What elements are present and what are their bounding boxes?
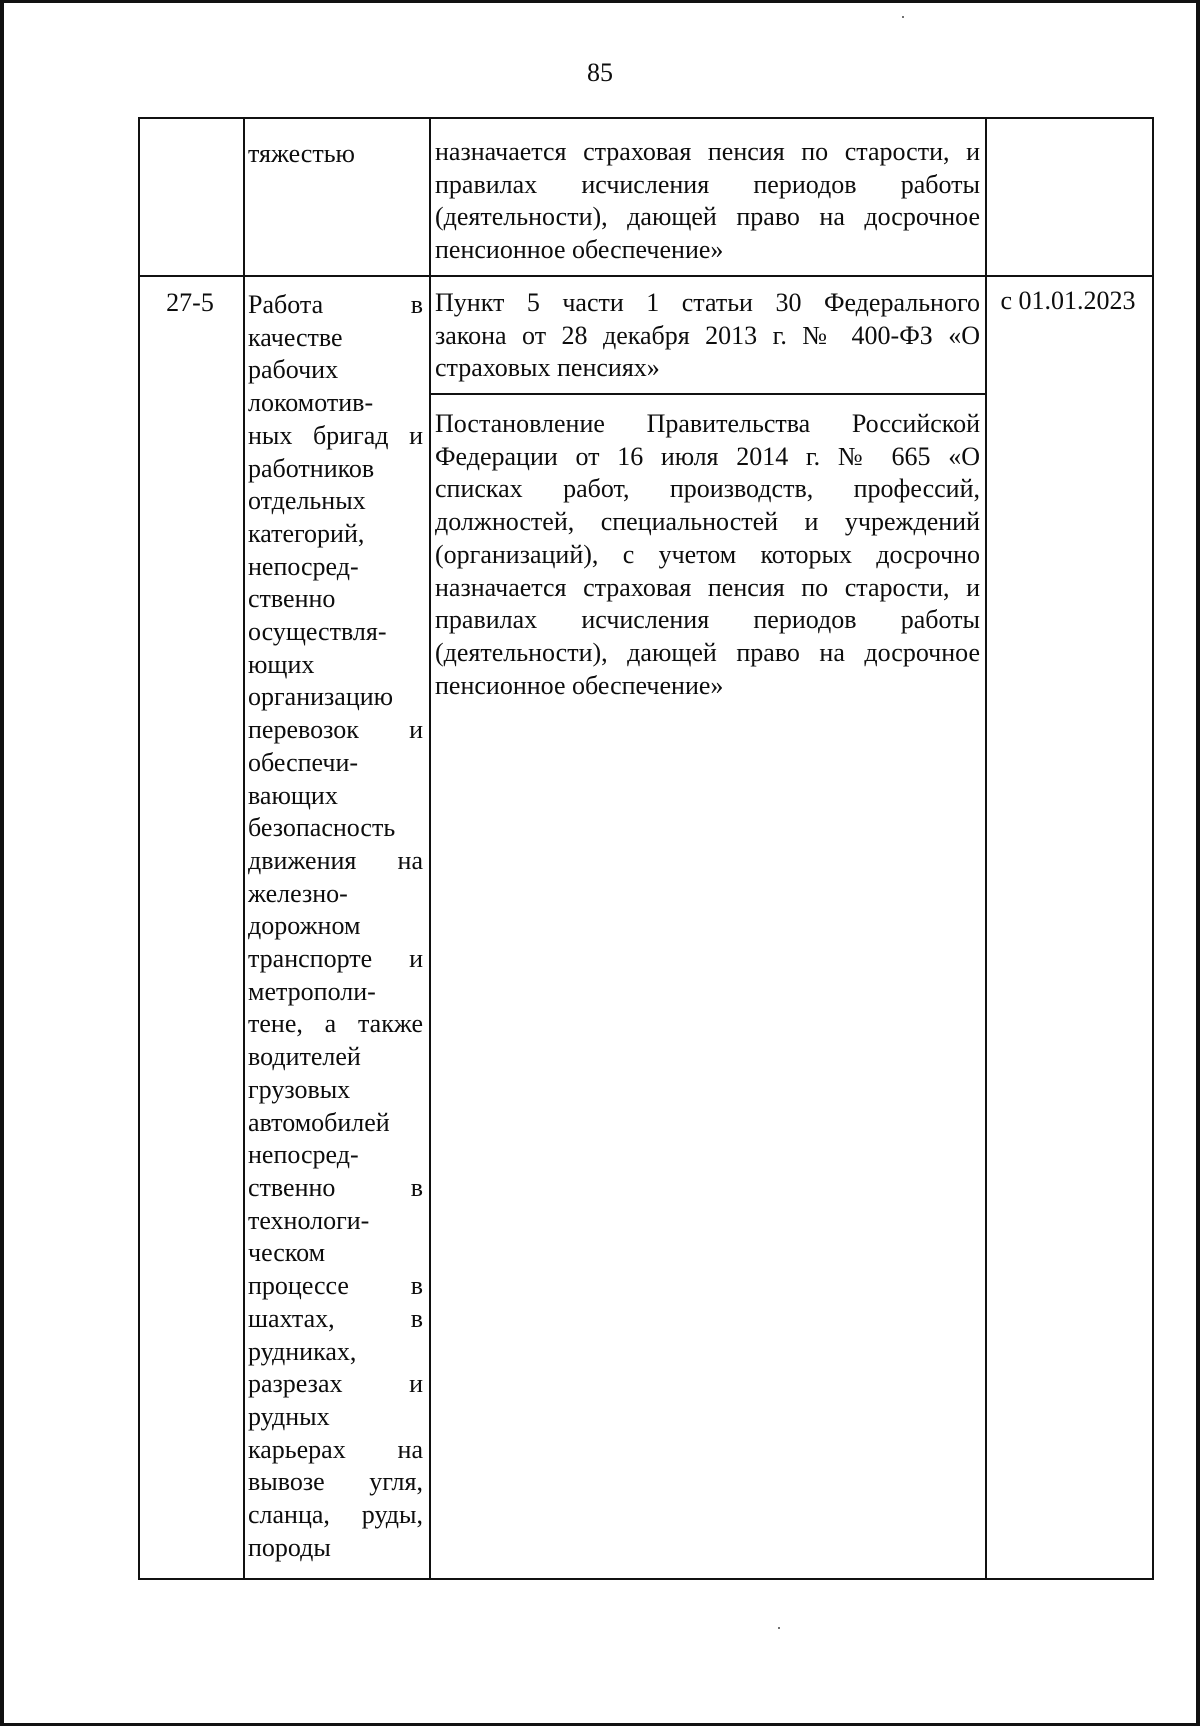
work-type-line: локомотив- bbox=[248, 388, 374, 418]
legal-basis-line: страховых пенсиях» bbox=[435, 353, 660, 383]
legal-basis-line: назначается страховая пенсия по старости, и bbox=[435, 137, 980, 166]
work-type-line: безопасность bbox=[248, 813, 396, 843]
legal-basis-line: должностей, специальностей и учреждений bbox=[435, 507, 980, 537]
work-type-line: ных бригад и bbox=[248, 420, 423, 450]
column-line-5 bbox=[1152, 117, 1154, 1580]
work-type-line: сланца, руды, bbox=[248, 1500, 423, 1530]
legal-basis-cell bbox=[435, 287, 980, 385]
legal-basis-line: правилах исчисления периодов работы bbox=[435, 169, 980, 199]
work-type-line: категорий, bbox=[248, 518, 365, 548]
work-type-line: шахтах, в bbox=[248, 1303, 423, 1333]
work-type-line: карьерах на bbox=[248, 1434, 423, 1464]
legal-basis-line: пенсионное обеспечение» bbox=[435, 235, 724, 265]
legal-basis-cell bbox=[435, 408, 980, 702]
work-type-line: технологи- bbox=[248, 1205, 370, 1235]
work-type-line: непосред- bbox=[248, 1140, 359, 1170]
legal-basis-line: (деятельности), дающей право на досрочное bbox=[435, 637, 980, 667]
legal-basis-line: Федерации от 16 июля 2014 г. № 665 «О bbox=[435, 441, 980, 471]
legal-basis-line: (организаций), с учетом которых досрочно bbox=[435, 539, 980, 569]
work-type-line: железно- bbox=[248, 878, 348, 908]
work-type-line: перевозок и bbox=[248, 715, 423, 745]
work-type-line: осуществля- bbox=[248, 617, 387, 647]
scan-speck bbox=[778, 1627, 780, 1629]
legal-basis-line: закона от 28 декабря 2013 г. № 400-ФЗ «О bbox=[435, 320, 980, 350]
legal-basis-line: правилах исчисления периодов работы bbox=[435, 605, 980, 635]
work-type-line: процессе в bbox=[248, 1271, 423, 1301]
work-type-line: разрезах и bbox=[248, 1369, 423, 1399]
column-line-1 bbox=[138, 117, 140, 1580]
work-type-line: ющих bbox=[248, 649, 315, 679]
row-divider bbox=[138, 275, 1154, 277]
work-type-line: рудных bbox=[248, 1401, 330, 1431]
work-type-line: тяжестью bbox=[248, 139, 355, 168]
legal-basis-line: назначается страховая пенсия по старости, и bbox=[435, 572, 980, 602]
work-type-line: водителей bbox=[248, 1042, 361, 1072]
column-line-4 bbox=[985, 117, 987, 1580]
work-type-line: вывозе угля, bbox=[248, 1467, 423, 1497]
column-line-2 bbox=[243, 117, 245, 1580]
work-type-line: породы bbox=[248, 1532, 331, 1562]
work-type-line: ческом bbox=[248, 1238, 326, 1268]
work-type-line: обеспечи- bbox=[248, 747, 359, 777]
work-type-line: работников bbox=[248, 453, 375, 483]
effective-date-cell: с 01.01.2023 bbox=[1000, 286, 1136, 315]
legal-basis-cell bbox=[435, 136, 980, 267]
legal-basis-line: Постановление Правительства Российской bbox=[435, 409, 980, 438]
work-type-line: движения на bbox=[248, 845, 423, 875]
legal-basis-line: списках работ, производств, профессий, bbox=[435, 474, 980, 504]
column-line-3 bbox=[429, 117, 431, 1580]
work-type-line: отдельных bbox=[248, 486, 366, 516]
work-type-line: дорожном bbox=[248, 911, 361, 941]
work-type-line: автомобилей bbox=[248, 1107, 390, 1137]
legal-basis-line: (деятельности), дающей право на досрочное bbox=[435, 202, 980, 232]
work-type-cell bbox=[248, 138, 423, 171]
work-type-cell bbox=[248, 289, 423, 1564]
legal-basis-line: пенсионное обеспечение» bbox=[435, 670, 724, 700]
row-number: 27-5 bbox=[166, 288, 214, 317]
work-type-line: рабочих bbox=[248, 355, 339, 385]
work-type-line: вающих bbox=[248, 780, 338, 810]
table-top-border bbox=[138, 117, 1154, 119]
work-type-line: качестве bbox=[248, 322, 343, 352]
work-type-line: ственно bbox=[248, 584, 336, 614]
work-type-line: непосред- bbox=[248, 551, 359, 581]
work-type-line: ственно в bbox=[248, 1172, 423, 1202]
work-type-line: организацию bbox=[248, 682, 394, 712]
scan-speck bbox=[902, 16, 904, 18]
work-type-line: метрополи- bbox=[248, 976, 376, 1006]
table-bottom-border bbox=[138, 1578, 1154, 1580]
page-number: 85 bbox=[587, 58, 613, 87]
legal-basis-line: Пункт 5 части 1 статьи 30 Федерального bbox=[435, 288, 980, 317]
work-type-line: тене, а также bbox=[248, 1009, 423, 1039]
work-type-line: рудниках, bbox=[248, 1336, 357, 1366]
work-type-line: грузовых bbox=[248, 1074, 351, 1104]
work-type-line: Работа в bbox=[248, 290, 423, 319]
cell-divider bbox=[430, 393, 985, 395]
work-type-line: транспорте и bbox=[248, 944, 423, 974]
